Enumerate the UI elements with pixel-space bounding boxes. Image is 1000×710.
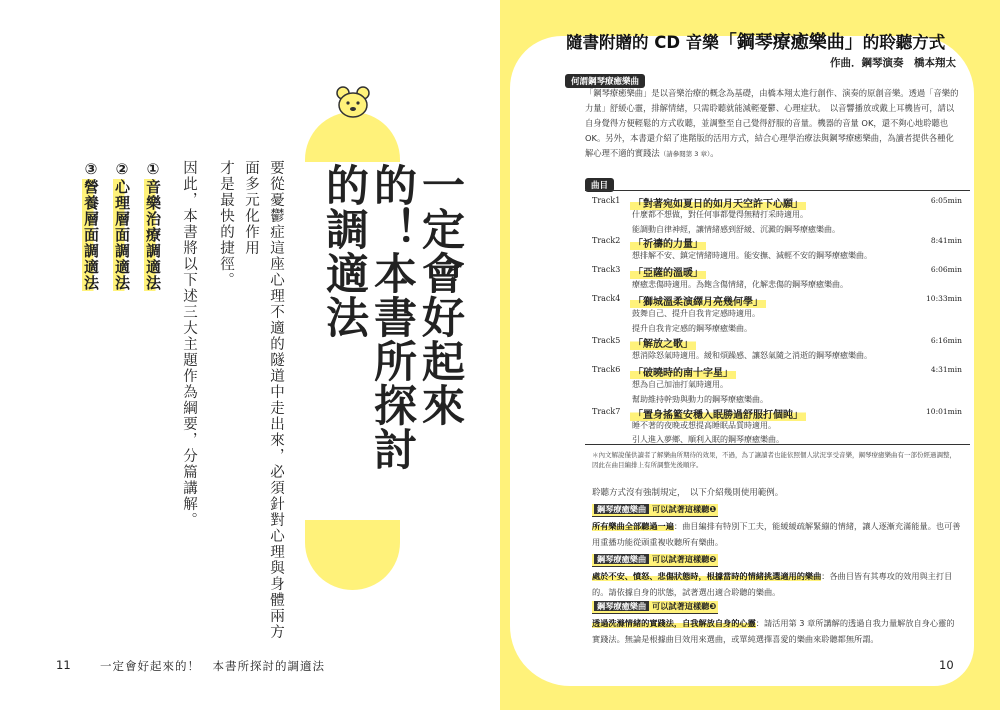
method-highlight: 透過洗滌情緒的實踐法，自我解放自身的心靈 — [592, 618, 756, 628]
track-label: Track4 — [592, 294, 621, 303]
chapter-title: 一定會好起來的！本書所探討的調適法 — [319, 163, 465, 471]
method-highlight: 所有樂曲全部聽過一遍 — [592, 521, 674, 531]
method-tag-suffix: 可以試著這樣聽❸ — [652, 601, 717, 611]
credit: 作曲．鋼琴演奏 橋本翔太 — [830, 57, 956, 69]
track-desc: 療癒悲傷時適用。為飽含傷情緒，化解悲傷的鋼琴療癒樂曲。 — [632, 280, 848, 289]
theme-label: 營養層面調適法 — [82, 179, 100, 291]
track-desc: 能調動自律神經，讓情緒感到舒緩、沉澱的鋼琴療癒樂曲。 — [632, 225, 840, 234]
about-text — [585, 86, 961, 162]
track-title: 「祈禱的力量」 — [630, 235, 706, 250]
theme-label: 音樂治療調適法 — [144, 179, 162, 291]
track-duration: 8:41min — [930, 236, 962, 245]
track-duration: 10:01min — [926, 407, 962, 416]
method-tag-prefix: 鋼琴療癒樂曲 — [594, 601, 649, 611]
track-title: 「置身搖籃安穩入眠勝過舒服打個盹」 — [630, 406, 806, 421]
track-duration: 4:31min — [930, 365, 962, 374]
track-desc: 提升自我肯定感的鋼琴療癒樂曲。 — [632, 324, 752, 333]
cd-tag: 曲目 — [585, 178, 614, 192]
track-label: Track6 — [592, 365, 621, 374]
method-text: ：各曲目皆有其專攻的效用與主打目的。請依據自身的狀態，試著選出適合聆聽的樂曲。 — [592, 571, 953, 597]
theme-item-nutrition — [80, 160, 102, 291]
track-duration: 6:16min — [930, 336, 962, 345]
method-tag — [592, 601, 718, 614]
title-suffix: 的聆聽方式 — [862, 33, 946, 52]
track-desc: 睡不著的夜晚或想提高睡眠品質時適用。 — [632, 421, 776, 430]
page-number-left: 11 — [56, 658, 71, 672]
track-title: 「解放之歌」 — [630, 335, 696, 350]
method-body — [592, 615, 962, 647]
body-line-3: 因此，本書將以下述三大主題作為綱要，分篇講解。 — [181, 160, 197, 528]
method-tag-suffix: 可以試著這樣聽❶ — [652, 504, 717, 514]
track-label: Track2 — [592, 236, 621, 245]
body-line-1: 要從憂鬱症這座心理不適的隧道中走出來，必須針對心理與身體兩方面多元化作用 — [243, 160, 284, 640]
method-tag-prefix: 鋼琴療癒樂曲 — [594, 504, 649, 514]
about-note: （請參閱第 3 章） — [659, 150, 711, 158]
about-end: 。 — [710, 148, 719, 158]
track-label: Track1 — [592, 196, 621, 205]
track-label: Track3 — [592, 265, 621, 274]
page-title — [566, 32, 945, 54]
method-text: ：曲目編排有特別下工夫，能緩緩疏解緊繃的情緒，讓人逐漸充滿能量。也可善用重播功能從頭重複收聽所有樂曲。 — [592, 521, 961, 547]
right-page — [500, 0, 1000, 710]
track-duration: 6:05min — [930, 196, 962, 205]
theme-number: ② — [113, 160, 131, 179]
method-highlight: 處於不安、憤怒、悲傷狀態時，根據當時的情緒挑選適用的樂曲 — [592, 571, 822, 581]
track-desc: 鼓舞自己、提升自我肯定感時適用。 — [632, 309, 760, 318]
track-duration: 10:33min — [926, 294, 962, 303]
track-title: 「對著宛如夏日的如月天空許下心願」 — [630, 195, 806, 210]
track-title: 「亞薩的溫暖」 — [630, 264, 706, 279]
how-to-listen: 聆聽方式沒有強制規定， 以下介紹幾則使用範例。 — [592, 488, 784, 498]
theme-item-music — [142, 160, 164, 291]
method-tag — [592, 504, 718, 517]
method-body — [592, 518, 962, 550]
running-head: 一定會好起來的！ 本書所探討的調適法 — [100, 659, 325, 673]
track-desc: 幫助維持幹勁與動力的鋼琴療癒樂曲。 — [632, 395, 768, 404]
track-duration: 6:06min — [930, 265, 962, 274]
method-text: ：請活用第 3 章所講解的透過自我力量解放自身心靈的實踐法。無論是根據曲目效用來選曲，或單純選擇喜愛的樂曲來聆聽都無所謂。 — [592, 618, 955, 644]
bear-icon — [335, 84, 371, 118]
yellow-arch-top — [305, 112, 400, 162]
method-tag-prefix: 鋼琴療癒樂曲 — [594, 554, 649, 564]
track-title: 「破曉時的南十字星」 — [630, 364, 736, 379]
method-tag — [592, 554, 718, 567]
title-main: 「鋼琴療癒樂曲」 — [718, 32, 863, 53]
cd-note: ＊內文解說僅供讀者了解樂曲所期待的效果，不過，為了讓讀者也能依照個人狀況享受音樂，鋼琴療癒樂曲有一部份經過調整，因此在曲目編排上有所調整先後順序。 — [592, 451, 956, 469]
body-line-2: 才是最快的捷徑。 — [218, 160, 234, 288]
track-label: Track7 — [592, 407, 621, 416]
track-desc: 想排解不安、鎮定情緒時適用。能安撫、減輕不安的鋼琴療癒樂曲。 — [632, 251, 872, 260]
track-desc: 想為自己加油打氣時適用。 — [632, 380, 728, 389]
divider — [585, 190, 970, 191]
track-desc: 引人進入夢鄉、順利入眠的鋼琴療癒樂曲。 — [632, 435, 784, 444]
theme-number: ① — [144, 160, 162, 179]
method-tag-suffix: 可以試著這樣聽❷ — [652, 554, 717, 564]
title-prefix: 隨書附贈的 CD 音樂 — [566, 33, 719, 52]
track-label: Track5 — [592, 336, 621, 345]
theme-item-psychology — [111, 160, 133, 291]
theme-label: 心理層面調適法 — [113, 179, 131, 291]
track-desc: 想消除怒氣時適用。緩和煩躁感、讓怒氣隨之消逝的鋼琴療癒樂曲。 — [632, 351, 872, 360]
yellow-arch-bottom — [305, 520, 400, 590]
track-desc: 什麼都不想做，對任何事都覺得無精打采時適用。 — [632, 210, 808, 219]
about-tag: 何謂鋼琴療癒樂曲 — [565, 74, 645, 88]
divider — [585, 444, 970, 445]
method-body — [592, 568, 962, 600]
track-title: 「獅城溫柔演繹月亮幾何學」 — [630, 293, 766, 308]
theme-number: ③ — [82, 160, 100, 179]
page-number-right: 10 — [939, 658, 954, 672]
about-body: 「鋼琴療癒樂曲」是以音樂治療的概念為基礎，由橋本翔太進行創作、演奏的原創音樂。透過「音樂的力量」舒緩心靈，排解情緒，只需聆聽就能減輕憂鬱、心理症狀。 以音響播放或戴上耳機皆可，請以自身覺得方便輕鬆的方式收聽，並調整至自己覺得舒服的音量。機器的音量 OK，還不夠心地聆聽也 OK。另外，本書還介紹了進階版的活用方式，結合心理學治療法與鋼琴療癒樂曲，為讀者提供各種化解心理不適的實踐法 — [585, 88, 959, 158]
